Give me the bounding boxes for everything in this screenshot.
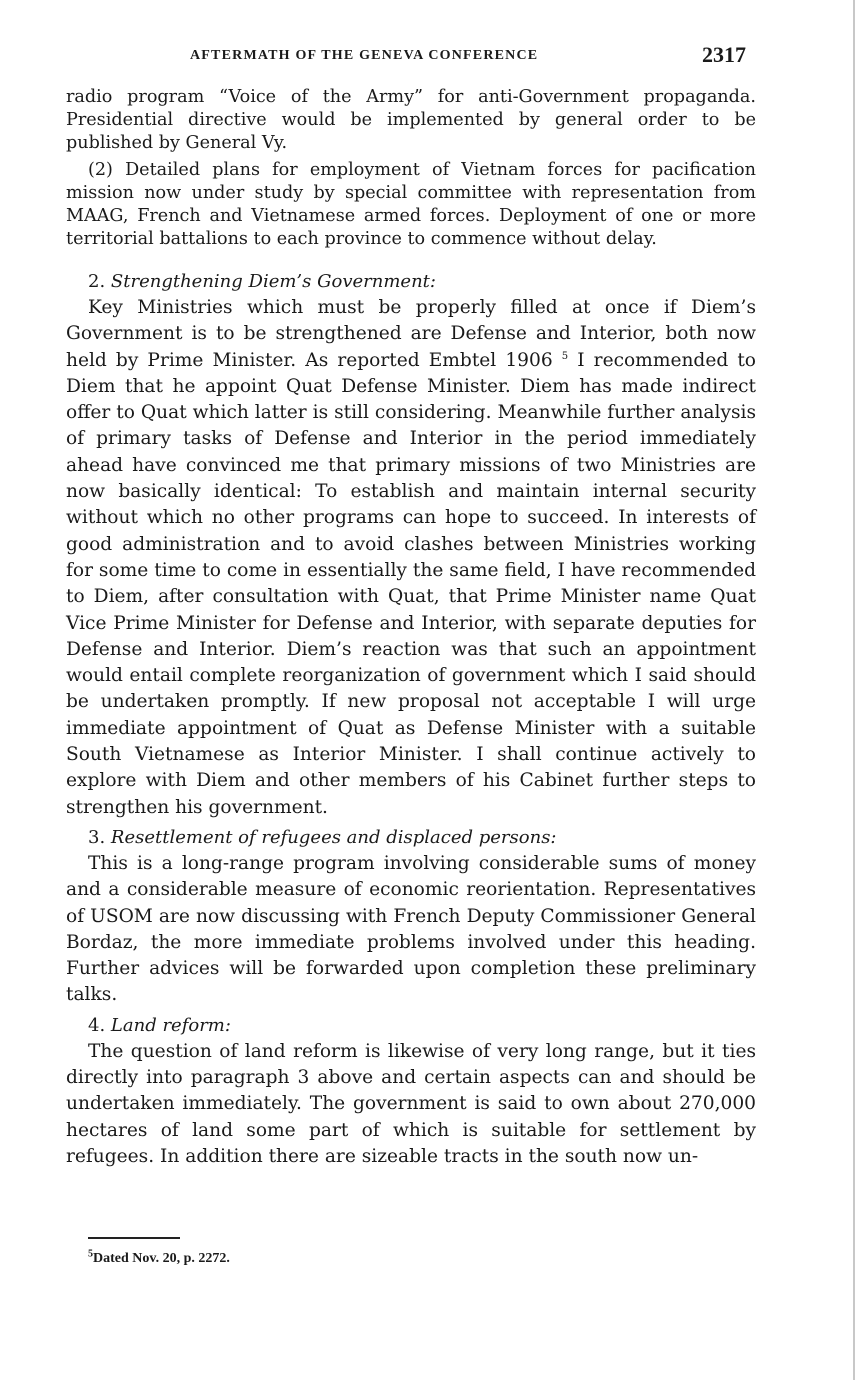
page-edge bbox=[853, 0, 855, 1380]
running-head: AFTERMATH OF THE GENEVA CONFERENCE bbox=[190, 48, 539, 63]
paragraph-continued: radio program “Voice of the Army” for anti-Government propaganda. Presidential directive would be implemented by general order to be published by General Vy. bbox=[66, 87, 756, 153]
paragraph-text: Key Ministries which must be properly filled at once if Diem’s Government is to be strengthened are Defense and Interior, both now held by Prime Minister. As reported Embtel 1906 bbox=[66, 297, 756, 371]
section-paragraph-3: This is a long-range program involving considerable sums of money and a considerable measure of economic reorientation. Representatives of USOM are now discussing with French Deputy Commissioner General Bordaz, the more immediate problems involved under this heading. Further advices will be forwarded upon completion these preliminary talks. bbox=[66, 852, 756, 1006]
footnote-reference: 5 bbox=[561, 350, 569, 362]
section-number: 4. bbox=[88, 1014, 106, 1036]
footnote-text: Dated Nov. 20, p. 2272. bbox=[93, 1251, 230, 1266]
footnote-marker: 5 bbox=[88, 1248, 93, 1260]
paragraph-text: I recommended to Diem that he appoint Quat Defense Minister. Diem has made indirect offer to Quat which latter is still considering. Meanwhile further analysis of primary tasks of Defense and Interior in the period immediately ahead have convinced me that primary missions of two Ministries are now basically identical: To establish and maintain internal security without which no other programs can hope to succeed. In interests of good administration and to avoid clashes between Ministries working for some time to come in essentially the same field, I have recommended to Diem, after consultation with Quat, that Prime Minister name Quat Vice Prime Minister for Defense and Interior, with separate deputies for Defense and Interior. Diem’s reaction was that such an appointment would entail complete reorganization of government which I said should be undertaken promptly. If new proposal not acceptable I will urge immediate appointment of Quat as Defense Minister with a suitable South Vietnamese as Interior Minister. I shall continue actively to explore with Diem and other members of his Cabinet further steps to strengthen his government. bbox=[66, 349, 756, 818]
paragraph-pacification: (2) Detailed plans for employment of Vietnam forces for pacification mission now under study by special committee with representation from MAAG, French and Vietnamese armed forces. Deployment of one or more territorial battalions to each province to commence without delay. bbox=[66, 160, 756, 249]
page-header bbox=[66, 42, 756, 72]
footnote bbox=[88, 1250, 230, 1268]
section-paragraph-4: The question of land reform is likewise of very long range, but it ties directly into paragraph 3 above and certain aspects can and should be undertaken immediately. The government is said to own about 270,000 hectares of land some part of which is suitable for settlement by refugees. In addition there are sizeable tracts in the south now un- bbox=[66, 1040, 756, 1167]
section-heading-2 bbox=[66, 269, 756, 295]
section-number: 3. bbox=[88, 826, 106, 848]
section-number: 2. bbox=[88, 271, 106, 292]
section-title: Strengthening Diem’s Government: bbox=[110, 271, 436, 292]
footnote-divider bbox=[88, 1237, 180, 1239]
page-number: 2317 bbox=[702, 42, 746, 67]
section-title: Land reform: bbox=[110, 1014, 231, 1036]
section-paragraph-2 bbox=[66, 295, 756, 821]
body-text bbox=[66, 86, 756, 1170]
section-heading-3 bbox=[66, 825, 756, 851]
section-title: Resettlement of refugees and displaced persons: bbox=[110, 826, 557, 848]
section-heading-4 bbox=[66, 1013, 756, 1039]
